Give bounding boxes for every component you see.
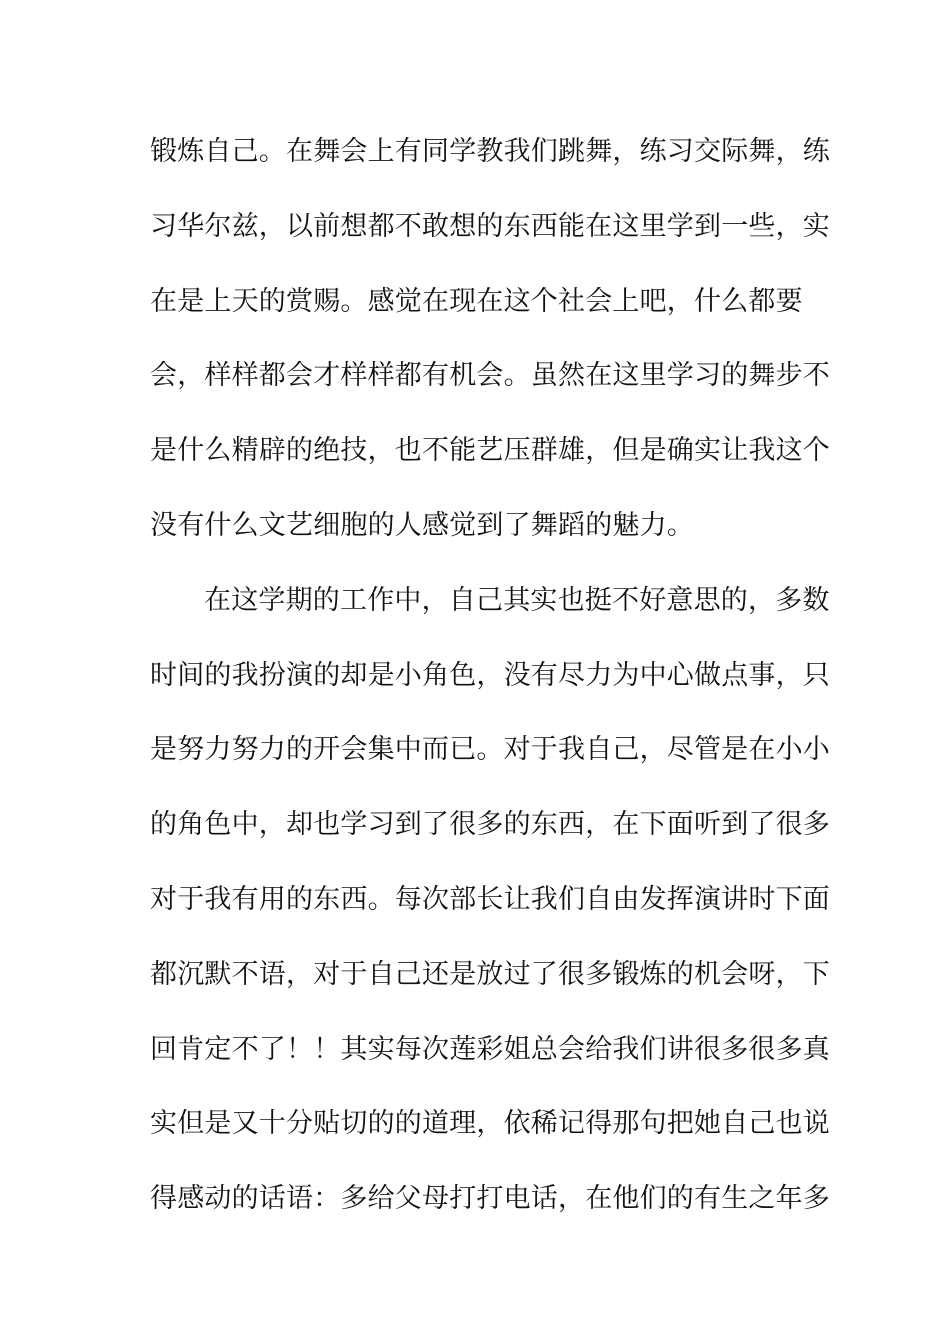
text-line: 会，样样都会才样样都有机会。虽然在这里学习的舞步不 — [150, 360, 830, 392]
text-line: 锻炼自己。在舞会上有同学教我们跳舞，练习交际舞，练 — [150, 136, 830, 167]
paragraph-first-line: 在这学期的工作中，自己其实也挺不好意思的，多数 — [204, 584, 830, 616]
text-line: 都沉默不语，对于自己还是放过了很多锻炼的机会呀，下 — [150, 958, 830, 990]
text-line: 习华尔兹，以前想都不敢想的东西能在这里学到一些，实 — [150, 210, 830, 242]
text-line: 回肯定不了！！其实每次莲彩姐总会给我们讲很多很多真 — [150, 1033, 830, 1065]
text-line: 是什么精辟的绝技，也不能艺压群雄，但是确实让我这个 — [150, 435, 830, 467]
text-line: 得感动的话语：多给父母打打电话，在他们的有生之年多 — [150, 1183, 830, 1215]
text-line: 时间的我扮演的却是小角色，没有尽力为中心做点事，只 — [150, 659, 830, 691]
text-line: 是努力努力的开会集中而已。对于我自己，尽管是在小小 — [150, 734, 830, 766]
text-line: 没有什么文艺细胞的人感觉到了舞蹈的魅力。 — [150, 509, 694, 541]
text-line: 实但是又十分贴切的的道理，依稀记得那句把她自己也说 — [150, 1108, 830, 1140]
text-line: 的角色中，却也学习到了很多的东西，在下面听到了很多 — [150, 809, 830, 841]
text-line: 在是上天的赏赐。感觉在现在这个社会上吧，什么都要 — [150, 285, 803, 317]
text-line: 对于我有用的东西。每次部长让我们自由发挥演讲时下面 — [150, 883, 830, 915]
body-text — [150, 127, 830, 1249]
